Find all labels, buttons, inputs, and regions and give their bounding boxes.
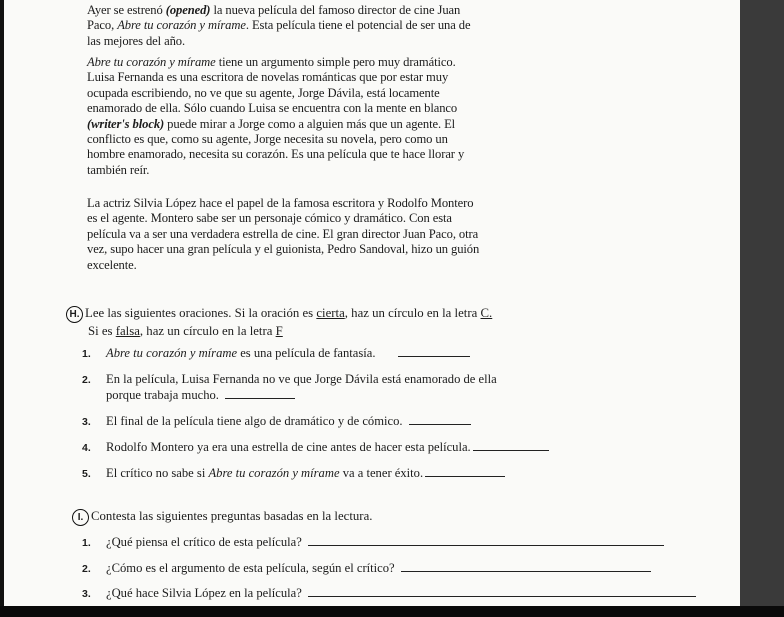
- answer-blank[interactable]: [225, 398, 295, 399]
- item-text: Rodolfo Montero ya era una estrella de cine antes de hacer esta película.: [106, 440, 471, 454]
- section-h-instructions: [66, 305, 492, 339]
- answer-blank[interactable]: [409, 424, 471, 425]
- film-title: Abre tu corazón y mírame: [208, 466, 340, 480]
- true-false-item-1: [82, 346, 470, 362]
- text-span: , haz un círculo en la letra: [139, 323, 276, 338]
- underlined-letter: F: [275, 323, 283, 338]
- text-span: Contesta las siguientes preguntas basadas en la lectura.: [91, 509, 373, 523]
- text-span-italic: (opened): [165, 3, 211, 17]
- answer-line[interactable]: [308, 545, 664, 546]
- section-i-instructions: [72, 508, 372, 526]
- item-number: 2.: [82, 374, 91, 386]
- question-text: ¿Cómo es el argumento de esta película, según el crítico?: [106, 561, 395, 575]
- text-line: conflicto es que, como su agente, Jorge necesita su novela, pero como un: [87, 132, 448, 147]
- text-line: La actriz Silvia López hace el papel de la famosa escritora y Rodolfo Montero: [87, 196, 474, 210]
- text-span: Ayer se estrenó: [87, 3, 166, 17]
- answer-blank[interactable]: [425, 476, 505, 477]
- text-line: las mejores del año.: [87, 33, 186, 48]
- text-line: Luisa Fernanda es una escritora de novelas románticas que por estar muy: [87, 70, 449, 85]
- answer-line[interactable]: [401, 571, 651, 572]
- underlined-letter: C.: [480, 306, 493, 320]
- question-text: ¿Qué piensa el crítico de esta película?: [106, 535, 302, 549]
- underlined-word: cierta: [316, 306, 345, 320]
- true-false-item-5: [82, 466, 505, 482]
- text-line: ocupada escribiendo, no ve que su agente, Jorge Dávila, está locamente: [87, 85, 440, 100]
- item-text: El crítico no sabe si: [106, 466, 209, 480]
- scan-bottom-edge: [0, 606, 784, 617]
- text-span-italic: (writer's block): [87, 116, 165, 131]
- film-title: Abre tu corazón y mírame: [106, 346, 238, 360]
- text-line: excelente.: [87, 257, 137, 272]
- text-span: . Esta película tiene el potencial de ser una de: [245, 18, 471, 33]
- true-false-item-3: [82, 414, 471, 430]
- question-text: ¿Qué hace Silvia López en la película?: [106, 586, 302, 600]
- worksheet-page: [4, 0, 740, 606]
- text-span: tiene un argumento simple pero muy dramático.: [215, 55, 456, 69]
- text-span: la nueva película del famoso director de cine Juan: [210, 3, 461, 17]
- item-text: El final de la película tiene algo de dramático y de cómico.: [106, 414, 403, 428]
- question-item-1: [82, 535, 664, 551]
- item-text: va a tener éxito.: [339, 466, 424, 480]
- reading-paragraph-2: [87, 55, 555, 178]
- text-span: Lee las siguientes oraciones. Si la oración es: [85, 306, 317, 320]
- question-item-2: [82, 561, 651, 577]
- text-line: también reír.: [87, 162, 150, 177]
- text-span: Si es: [88, 323, 116, 338]
- item-number: 4.: [82, 442, 91, 454]
- answer-blank[interactable]: [398, 356, 470, 357]
- reading-paragraph-3: [87, 196, 555, 273]
- answer-line[interactable]: [308, 596, 696, 597]
- text-line: vez, supo hacer una gran película y el guionista, Pedro Sandoval, hizo un guión: [87, 242, 480, 257]
- section-letter-h: H.: [66, 306, 83, 323]
- section-letter-i: I.: [72, 509, 89, 526]
- text-line: película va a ser una verdadera estrella de cine. El gran director Juan Paco, otra: [87, 226, 479, 241]
- text-span: puede mirar a Jorge como a alguien más que un agente. El: [164, 116, 456, 131]
- text-span: Paco,: [87, 18, 118, 33]
- true-false-item-2: [82, 372, 497, 404]
- item-text: En la película, Luisa Fernanda no ve que Jorge Dávila está enamorado de ella: [106, 372, 497, 386]
- item-number: 3.: [82, 416, 91, 428]
- film-title: Abre tu corazón y mírame: [87, 55, 216, 69]
- question-item-3: [82, 586, 696, 602]
- answer-blank[interactable]: [473, 450, 549, 451]
- item-text: porque trabaja mucho.: [106, 388, 219, 403]
- item-number: 2.: [82, 563, 91, 575]
- item-number: 1.: [82, 537, 91, 549]
- reading-paragraph-1: [87, 3, 555, 49]
- text-line: es el agente. Montero sabe ser un personaje cómico y dramático. Con esta: [87, 211, 452, 226]
- item-number: 5.: [82, 468, 91, 480]
- text-line: hombre enamorado, necesita su corazón. Es una película que te hace llorar y: [87, 147, 465, 162]
- underlined-word: falsa: [115, 323, 140, 338]
- text-line: enamorado de ella. Sólo cuando Luisa se encuentra con la mente en blanco: [87, 101, 458, 116]
- item-number: 1.: [82, 348, 91, 360]
- film-title: Abre tu corazón y mírame: [117, 18, 246, 33]
- scan-right-margin: [740, 0, 784, 606]
- true-false-item-4: [82, 440, 549, 456]
- text-span: , haz un círculo en la letra: [344, 306, 481, 320]
- item-number: 3.: [82, 588, 91, 600]
- item-text: es una película de fantasía.: [237, 346, 376, 360]
